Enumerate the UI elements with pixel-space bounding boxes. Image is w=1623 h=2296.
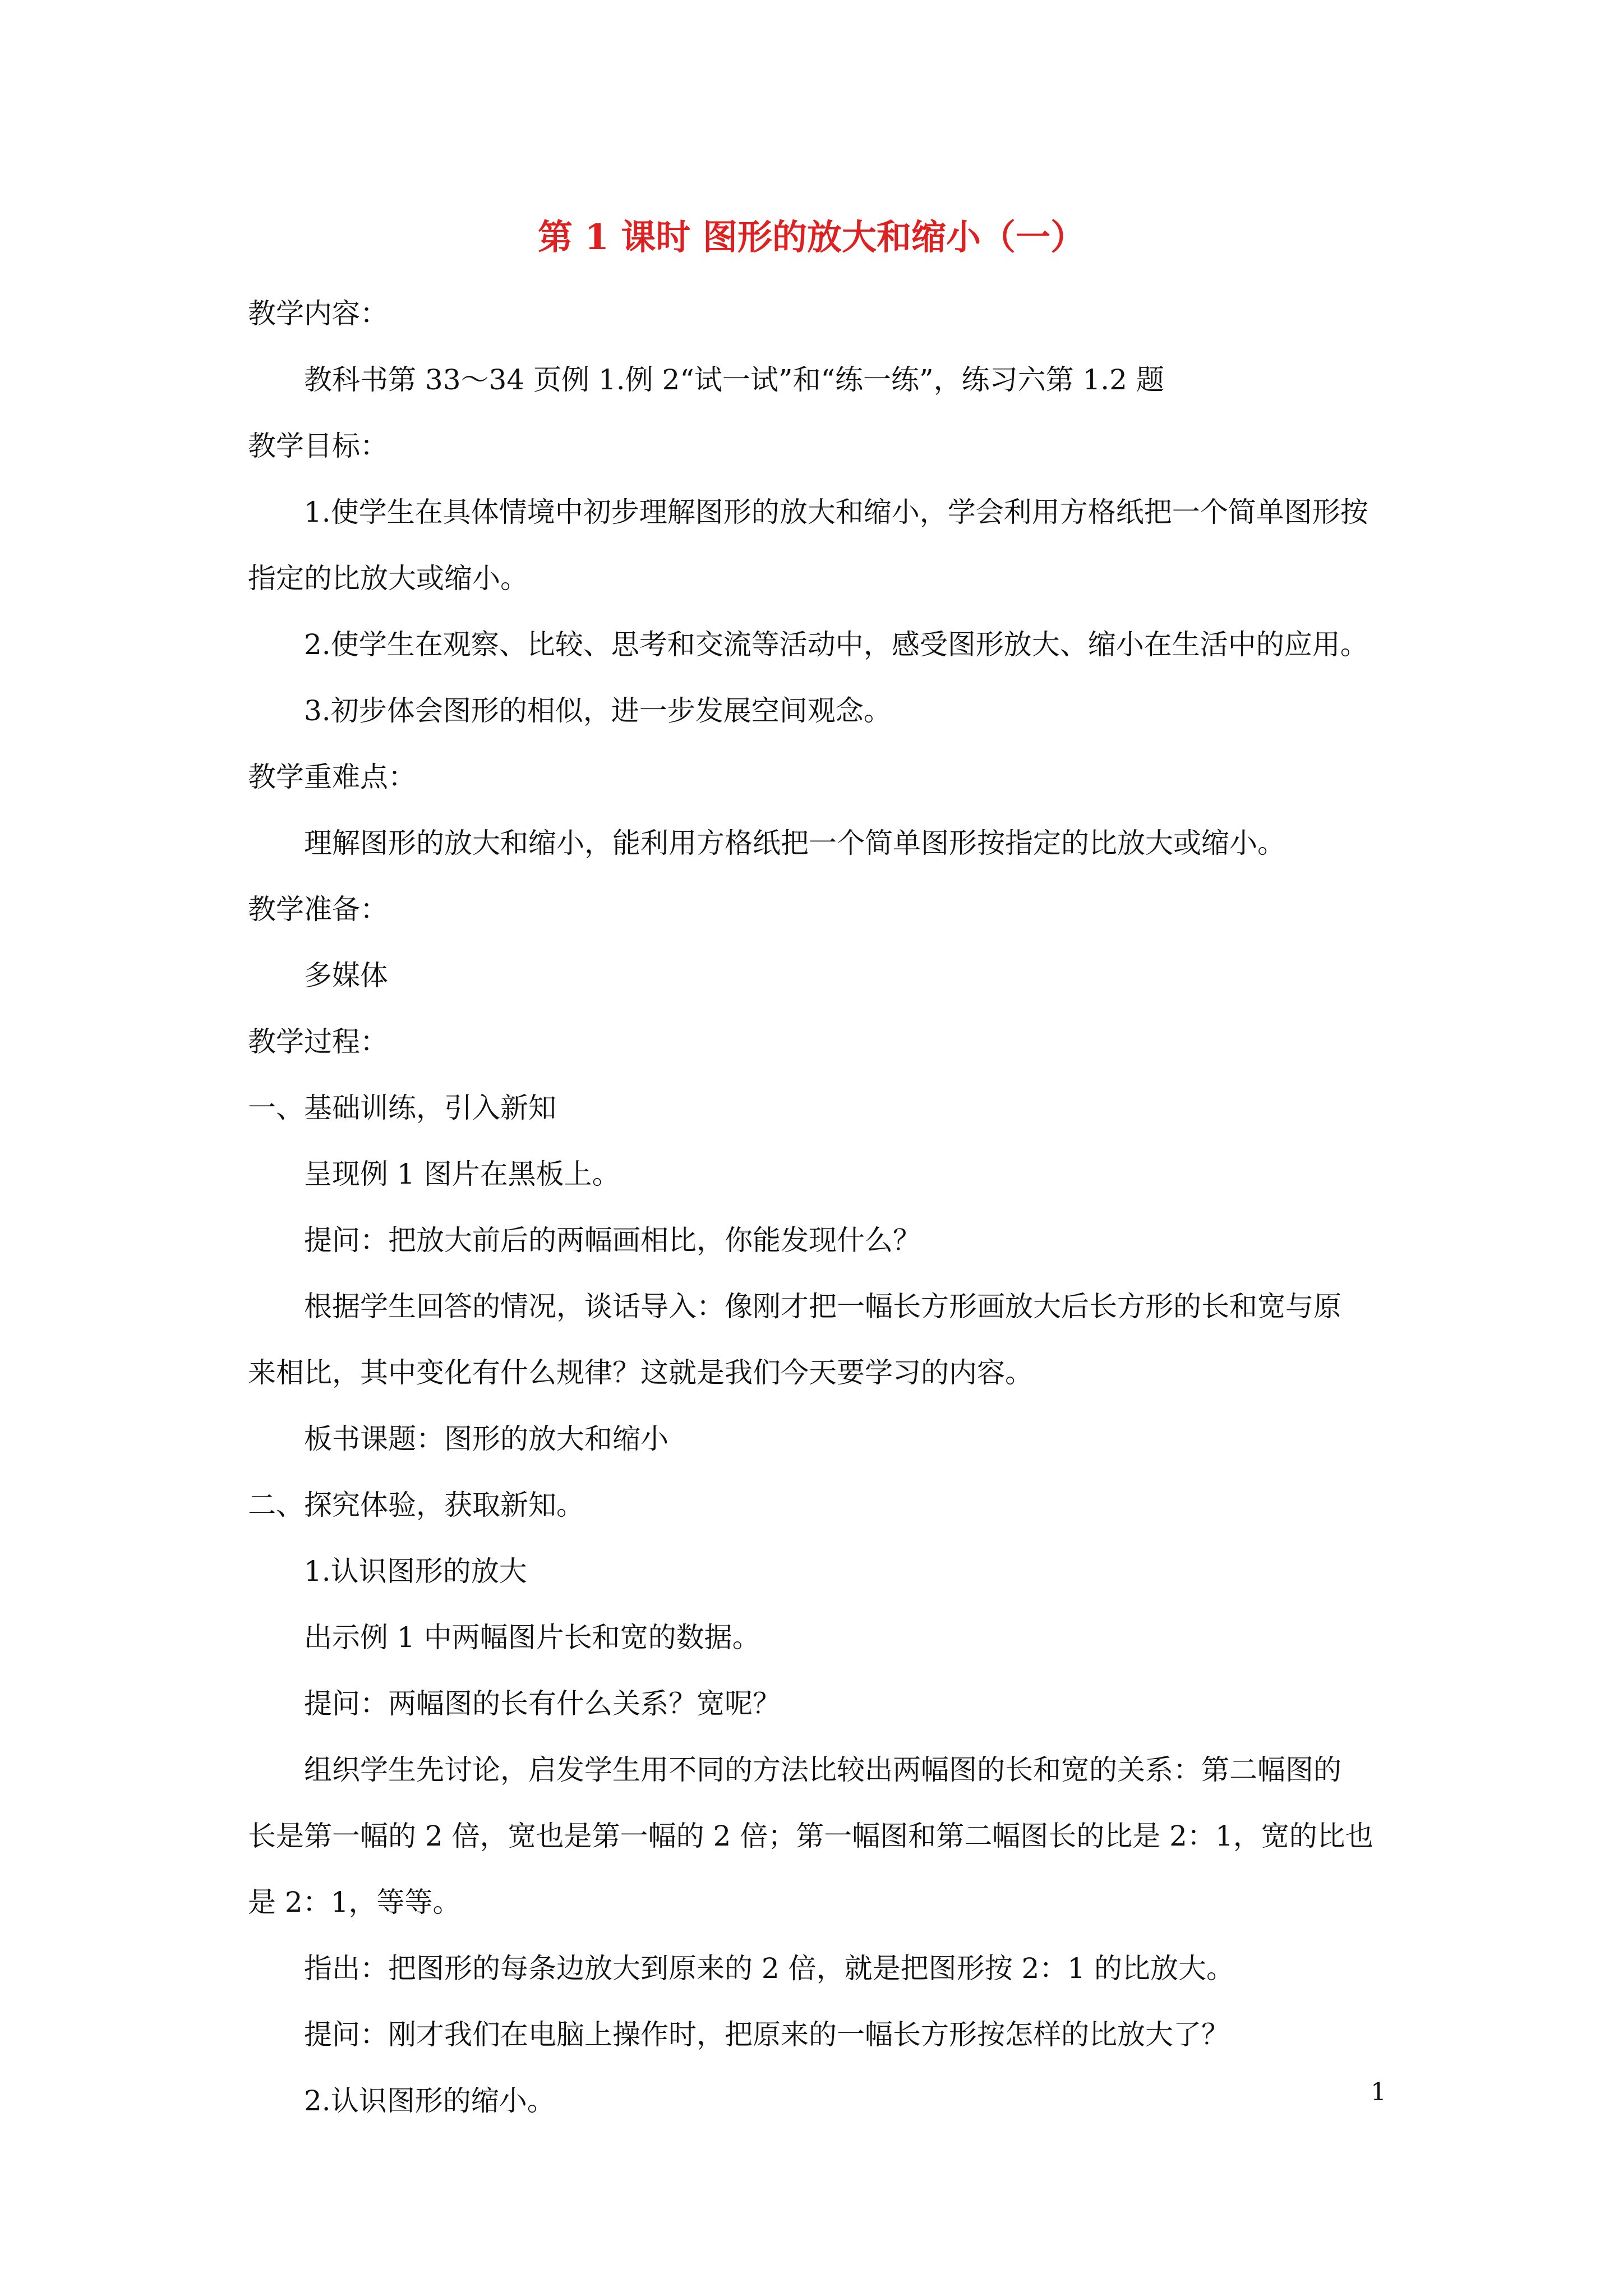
paragraph-line: 呈现例 1 图片在黑板上。 [304,1158,620,1190]
paragraph-line: 3.初步体会图形的相似，进一步发展空间观念。 [304,694,892,727]
section-heading: 教学目标： [248,430,388,462]
paragraph-line: 根据学生回答的情况，谈话导入：像刚才把一幅长方形画放大后长方形的长和宽与原 [304,1290,1341,1323]
page-number: 1 [1371,2078,1386,2106]
paragraph-line: 2.使学生在观察、比较、思考和交流等活动中，感受图形放大、缩小在生活中的应用。 [304,628,1368,661]
paragraph-continuation: 指定的比放大或缩小。 [248,562,528,595]
paragraph-line: 1.使学生在具体情境中初步理解图形的放大和缩小，学会利用方格纸把一个简单图形按 [304,496,1368,528]
document-title: 第 1 课时 图形的放大和缩小（一） [538,217,1085,257]
paragraph-continuation: 是 2：1，等等。 [248,1886,461,1918]
paragraph-line: 多媒体 [304,959,388,992]
section-heading: 教学内容： [248,297,388,330]
section-heading: 教学重难点： [248,761,416,793]
paragraph-line: 提问：刚才我们在电脑上操作时，把原来的一幅长方形按怎样的比放大了？ [304,2018,1229,2051]
paragraph-line: 1.认识图形的放大 [304,1555,527,1588]
paragraph-line: 理解图形的放大和缩小，能利用方格纸把一个简单图形按指定的比放大或缩小。 [304,827,1285,859]
paragraph-line: 提问：把放大前后的两幅画相比，你能发现什么？ [304,1224,921,1257]
paragraph-line: 板书课题：图形的放大和缩小 [304,1423,668,1455]
paragraph-line: 指出：把图形的每条边放大到原来的 2 倍，就是把图形按 2：1 的比放大。 [304,1952,1235,1985]
paragraph-line: 教科书第 33～34 页例 1.例 2“试一试”和“练一练”，练习六第 1.2 题 [304,364,1164,396]
paragraph-line: 提问：两幅图的长有什么关系？宽呢？ [304,1687,781,1720]
paragraph-line: 2.认识图形的缩小。 [304,2085,555,2117]
section-heading: 一、基础训练，引入新知 [248,1092,556,1124]
document-body [248,280,1386,2134]
paragraph-continuation: 长是第一幅的 2 倍，宽也是第一幅的 2 倍；第一幅图和第二幅图长的比是 2：1，宽的比也 [248,1820,1373,1852]
section-heading: 教学过程： [248,1025,388,1058]
paragraph-line: 出示例 1 中两幅图片长和宽的数据。 [304,1621,760,1654]
section-heading: 二、探究体验，获取新知。 [248,1489,584,1521]
paragraph-continuation: 来相比，其中变化有什么规律？这就是我们今天要学习的内容。 [248,1356,1033,1389]
paragraph-line: 组织学生先讨论，启发学生用不同的方法比较出两幅图的长和宽的关系：第二幅图的 [304,1754,1341,1786]
section-heading: 教学准备： [248,893,388,926]
